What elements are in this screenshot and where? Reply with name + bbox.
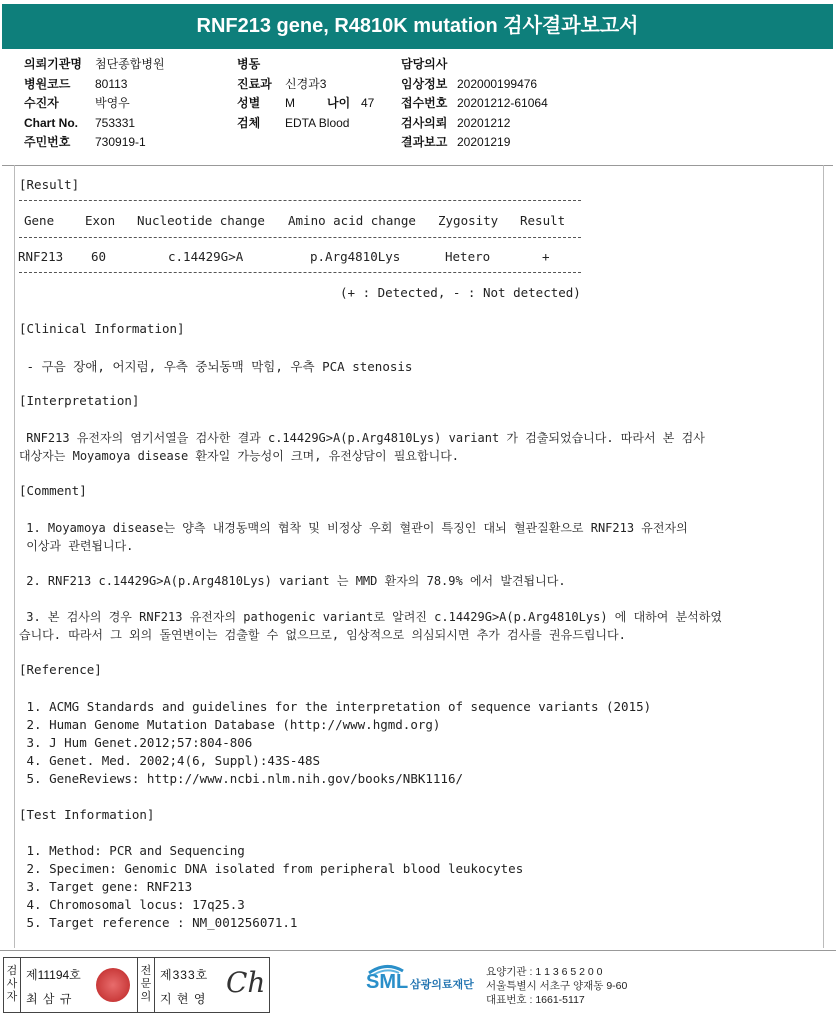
- reference-heading: [Reference]: [19, 662, 102, 677]
- interpretation-heading: [Interpretation]: [19, 393, 140, 408]
- info-label: 병원코드: [24, 77, 71, 91]
- report-footer: [0, 950, 836, 1020]
- test-info-item: 1. Method: PCR and Sequencing: [19, 843, 245, 858]
- col-header-exon: Exon: [85, 213, 116, 228]
- info-label: 검사의뢰: [401, 116, 448, 130]
- info-label: 의뢰기관명: [24, 57, 82, 71]
- comment-line: 1. Moyamoya disease는 양측 내경동맥의 협착 및 비정상 우회 혈관이 특징인 대뇌 혈관질환으로 RNF213 유전자의: [19, 521, 688, 535]
- info-label: 진료과: [237, 77, 272, 91]
- cell-zygosity: Hetero: [445, 249, 491, 264]
- physician-signature: Ch: [226, 966, 266, 999]
- result-legend: (+ : Detected, - : Not detected): [340, 285, 581, 300]
- hospital-name: 첨단종합병원: [95, 57, 165, 71]
- specimen: EDTA Blood: [285, 116, 350, 130]
- interpretation-line: RNF213 유전자의 염기서열을 검사한 결과 c.14429G>A(p.Arg4810Lys) variant 가 검출되었습니다. 따라서 본 검사: [19, 431, 705, 445]
- test-info-item: 3. Target gene: RNF213: [19, 879, 193, 894]
- department: 신경과3: [285, 77, 327, 91]
- phone-number: 대표번호 : 1661-5117: [486, 994, 585, 1006]
- info-label: 결과보고: [401, 135, 448, 149]
- organization-name: 삼광의료재단: [410, 979, 474, 991]
- age-label: 나이: [327, 96, 351, 110]
- col-header-gene: Gene: [24, 213, 55, 228]
- physician-license: 제333호: [160, 968, 209, 982]
- hospital-code: 80113: [95, 77, 128, 91]
- test-info-item: 2. Specimen: Genomic DNA isolated from peripheral blood leukocytes: [19, 861, 524, 876]
- report-date: 20201219: [457, 135, 511, 149]
- tester-seal: [96, 968, 130, 1002]
- comment-line: 습니다. 따라서 그 외의 돌연변이는 검출할 수 없으므로, 임상적으로 의심되시면 추가 검사를 권유드립니다.: [19, 628, 626, 642]
- comment-heading: [Comment]: [19, 483, 87, 498]
- info-label: 임상정보: [401, 77, 448, 91]
- institution-code: 요양기관 : 1 1 3 6 5 2 0 0: [486, 966, 603, 978]
- reference-item: 5. GeneReviews: http://www.ncbi.nlm.nih.gov/books/NBK1116/: [19, 771, 464, 786]
- test-info-heading: [Test Information]: [19, 807, 155, 822]
- comment-line: 2. RNF213 c.14429G>A(p.Arg4810Lys) variant 는 MMD 환자의 78.9% 에서 발견됩니다.: [19, 574, 566, 588]
- test-info-item: 4. Chromosomal locus: 17q25.3: [19, 897, 245, 912]
- age: 47: [361, 96, 375, 110]
- comment-line: 3. 본 검사의 경우 RNF213 유전자의 pathogenic variant로 알려진 c.14429G>A(p.Arg4810Lys) 에 대하여 분석하였: [19, 610, 722, 624]
- divider: [19, 200, 581, 201]
- clinical-info: 202000199476: [457, 77, 538, 91]
- info-label: 검체: [237, 116, 261, 130]
- tester-license: 제11194호: [26, 968, 81, 982]
- info-label: 성별: [237, 96, 261, 110]
- info-label: 접수번호: [401, 96, 448, 110]
- resident-number: 730919-1: [95, 135, 146, 149]
- test-info-item: 5. Target reference : NM_001256071.1: [19, 915, 298, 930]
- info-label: Chart No.: [24, 116, 78, 130]
- cell-amino-acid: p.Arg4810Lys: [310, 249, 401, 264]
- signature-box: [3, 957, 270, 1013]
- col-header-amino-acid: Amino acid change: [288, 213, 416, 228]
- comment-line: 이상과 관련됩니다.: [19, 539, 134, 553]
- info-label: 담당의사: [401, 57, 448, 71]
- cell-result: +: [542, 249, 550, 264]
- info-label: 주민번호: [24, 135, 71, 149]
- sml-logo-text: SML: [366, 971, 409, 993]
- reference-item: 4. Genet. Med. 2002;4(6, Suppl):43S-48S: [19, 753, 321, 768]
- cell-gene: RNF213: [18, 249, 64, 264]
- divider: [19, 237, 581, 238]
- report-title: RNF213 gene, R4810K mutation 검사결과보고서: [2, 4, 833, 49]
- address: 서울특별시 서초구 양재동 9-60: [486, 980, 628, 992]
- col-header-nucleotide: Nucleotide change: [137, 213, 265, 228]
- col-header-zygosity: Zygosity: [438, 213, 499, 228]
- info-label: 병동: [237, 57, 261, 71]
- clinical-heading: [Clinical Information]: [19, 321, 185, 336]
- interpretation-line: 대상자는 Moyamoya disease 환자일 가능성이 크며, 유전상담이 필요합니다.: [19, 449, 460, 463]
- reference-item: 2. Human Genome Mutation Database (http://www.hgmd.org): [19, 717, 441, 732]
- request-date: 20201212: [457, 116, 511, 130]
- physician-name: 지 현 영: [160, 992, 207, 1006]
- accession-number: 20201212-61064: [457, 96, 548, 110]
- patient-name: 박영우: [95, 96, 130, 110]
- info-label: 수진자: [24, 96, 59, 110]
- tester-name: 최 삼 규: [26, 992, 73, 1006]
- cell-exon: 60: [91, 249, 107, 264]
- col-header-result: Result: [520, 213, 566, 228]
- cell-nucleotide: c.14429G>A: [168, 249, 244, 264]
- physician-vertical-label: 전문의: [137, 958, 155, 1012]
- report-body: [14, 165, 824, 948]
- reference-item: 3. J Hum Genet.2012;57:804-806: [19, 735, 253, 750]
- clinical-text: - 구음 장애, 어지럼, 우측 중뇌동맥 막힘, 우측 PCA stenosis: [19, 359, 413, 374]
- sex: M: [285, 96, 295, 110]
- result-heading: [Result]: [19, 177, 80, 192]
- divider: [19, 272, 581, 273]
- reference-item: 1. ACMG Standards and guidelines for the interpretation of sequence variants (2015): [19, 699, 652, 714]
- chart-number: 753331: [95, 116, 136, 130]
- tester-vertical-label: 검사자: [4, 958, 21, 1012]
